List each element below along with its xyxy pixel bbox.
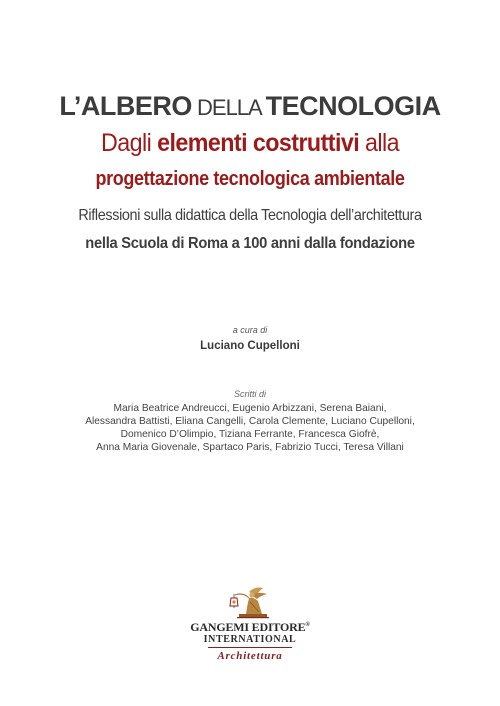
publisher-divider (208, 647, 292, 648)
authors-line: Anna Maria Giovenale, Spartaco Paris, Fabrizio Tucci, Teresa Villani (96, 442, 404, 453)
subtitle-line-2: progettazione tecnologica ambientale (95, 168, 405, 190)
main-title (0, 90, 500, 124)
subtitle-line-3: Riflessioni sulla didattica della Tecnologia dell’architettura (78, 207, 422, 224)
subtitle-part-c: alla (359, 129, 400, 157)
authors-line: Maria Beatrice Andreucci, Eugenio Arbizzani, Serena Baiani, (113, 403, 387, 414)
publisher-logo (180, 586, 320, 668)
subtitle-line-1 (18, 128, 483, 158)
authors-label: Scritti di (233, 389, 266, 399)
authors-list (0, 402, 500, 454)
editor-name: Luciano Cupelloni (200, 340, 300, 352)
subtitle-part-a: Dagli (100, 129, 158, 157)
authors-line: Domenico D’Olimpio, Tiziana Ferrante, Francesca Giofrè, (120, 429, 380, 440)
authors-line: Alessandra Battisti, Eliana Cangelli, Carola Clemente, Luciano Cupelloni, (85, 416, 415, 427)
publisher-sub: INTERNATIONAL (203, 634, 297, 645)
editor-label: a cura di (232, 325, 268, 335)
title-word-tecnologia: TECNOLOGIA (265, 91, 441, 121)
angel-lantern-logo-icon (225, 586, 275, 620)
title-word-della: DELLA (191, 95, 266, 120)
publisher-name: GANGEMI EDITORE® (190, 620, 310, 634)
subtitle-line-4: nella Scuola di Roma a 100 anni dalla fondazione (85, 235, 415, 252)
publisher-series: Architettura (217, 650, 283, 662)
subtitle-part-b: elementi costruttivi (157, 129, 360, 157)
title-word-albero: L’ALBERO (59, 91, 192, 121)
